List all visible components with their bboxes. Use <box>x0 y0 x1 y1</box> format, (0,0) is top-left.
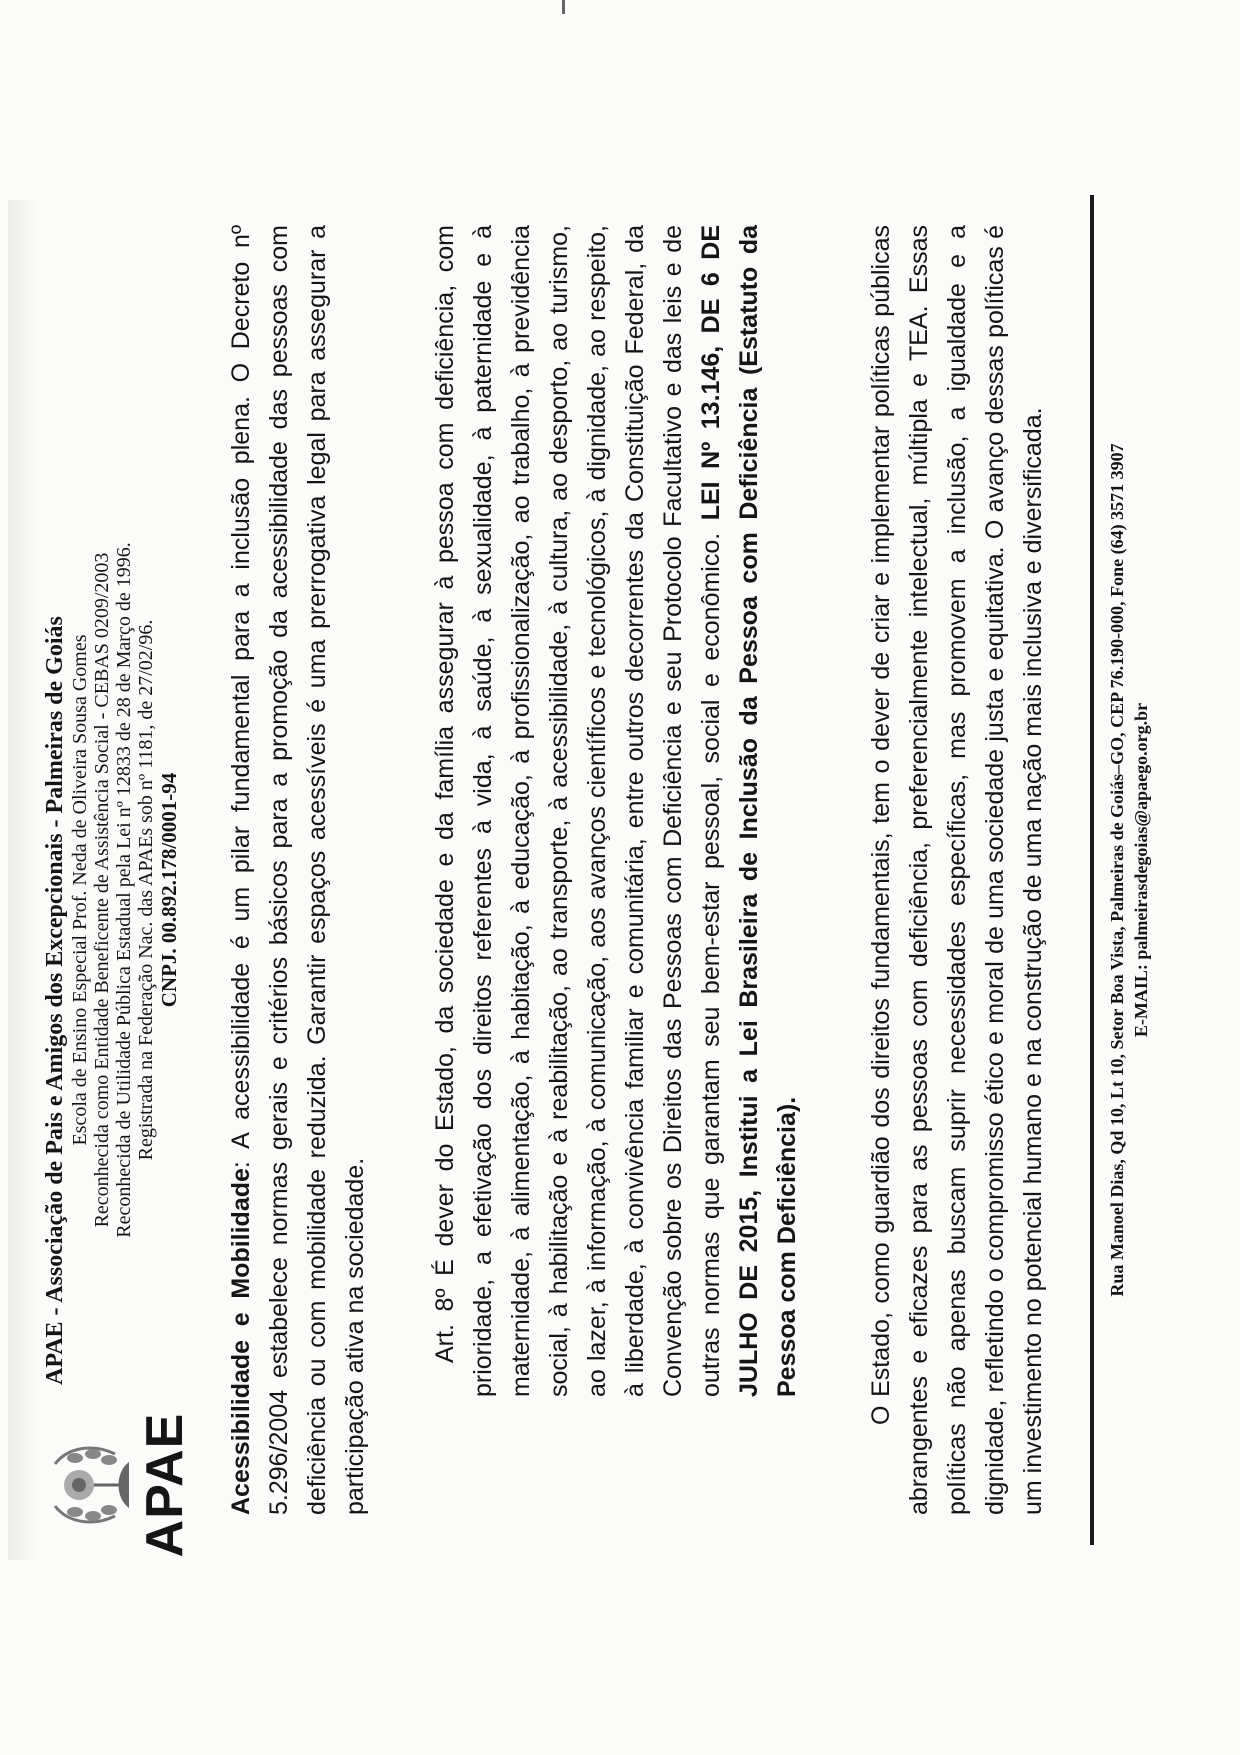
logo-wordmark: APAE <box>136 1412 194 1558</box>
letterhead-text <box>42 395 182 1385</box>
accessibility-heading: Acessibilidade e Mobilidade <box>227 1168 255 1515</box>
accessibility-text: : A acessibilidade é um pilar fundamental para a inclusão plena. O Decreto nº 5.296/2004 estabelece normas gerais e critérios básicos para a promoção da acessibilidade das pessoas com deficiência ou com mobilidade reduzida. Garantir espaços acessíveis é uma prerrogativa legal para assegurar a participação ativa na sociedade. <box>227 225 369 1515</box>
letterhead <box>0 0 210 1755</box>
footer-divider <box>1090 195 1094 1545</box>
article-8-text: Art. 8º É dever do Estado, da sociedade e da família assegurar à pessoa com deficiência, com prioridade, a efetivação dos direitos referentes à vida, à saúde, à sexualidade, à paternidade e à maternidade, à alimentação, à habitação, à educação, à profissionalização, ao trabalho, à previdência social, à habilitação e à reabilitação, ao transporte, à acessibilidade, à cultura, ao desporto, ao turismo, ao lazer, à informação, à comunicação, aos avanços científicos e tecnológicos, à dignidade, ao respeito, à liberdade, à convivência familiar e comunitária, entre outros decorrentes da Constituição Federal, da Convenção sobre os Direitos das Pessoas com Deficiência e seu Protocolo Facultativo e das leis e de outras normas que garantam seu bem-estar pessoal, social e econômico. <box>431 225 725 1397</box>
footer <box>1105 195 1153 1545</box>
article-8-paragraph <box>426 225 806 1515</box>
school-name: Escola de Ensino Especial Prof. Neda de Oliveira Sousa Gomes <box>69 634 91 1146</box>
public-utility-recognition: Reconhecida de Utilidade Pública Estadual pela Lei nº 12833 de 28 de Março de 1996. <box>113 542 135 1238</box>
footer-address: Rua Manoel Dias, Qd 10, Lt 10, Setor Boa Vista, Palmeiras de Goiás–GO, CEP 76.190-000, Fone (64) 3571 3907 <box>1107 443 1127 1297</box>
federation-registration: Registrada na Federação Nac. das APAEs sob nº 1181, de 27/02/96. <box>135 619 157 1161</box>
cnpj: CNPJ. 00.892.178/0001-94 <box>157 772 181 1008</box>
state-duty-paragraph: O Estado, como guardião dos direitos fundamentais, tem o dever de criar e implementar políticas públicas abrangentes e eficazes para as pessoas com deficiência, preferencialmente intelectual, múltipla e TEA. Essas políticas não apenas buscam suprir necessidades específicas, mas promovem a inclusão, a igualdade e a dignidade, refletindo o compromisso ético e moral de uma sociedade justa e equitativa. O avanço dessas políticas é um investimento no potencial humano e na construção de uma nação mais inclusiva e diversificada. <box>867 225 1047 1515</box>
flower-hands-emblem-icon <box>45 1440 137 1530</box>
cebas-recognition: Reconhecida como Entidade Beneficente de Assistência Social - CEBAS 0209/2003 <box>91 552 113 1228</box>
organization-name: APAE - Associação de Pais e Amigos dos Excepcionais - Palmeiras de Goiás <box>42 616 68 1385</box>
document-body <box>200 225 1052 1515</box>
law-citation: LEI Nº 13.146, DE 6 DE JULHO DE 2015, Institui a Lei Brasileira de Inclusão da Pessoa com Deficiência (Estatuto da Pessoa com Deficiência). <box>697 224 801 1397</box>
accessibility-paragraph <box>222 225 374 1515</box>
apae-logo <box>45 1405 200 1565</box>
footer-email: E-MAIL: palmeirasdegoias@apaego.org.br <box>1131 702 1151 1038</box>
